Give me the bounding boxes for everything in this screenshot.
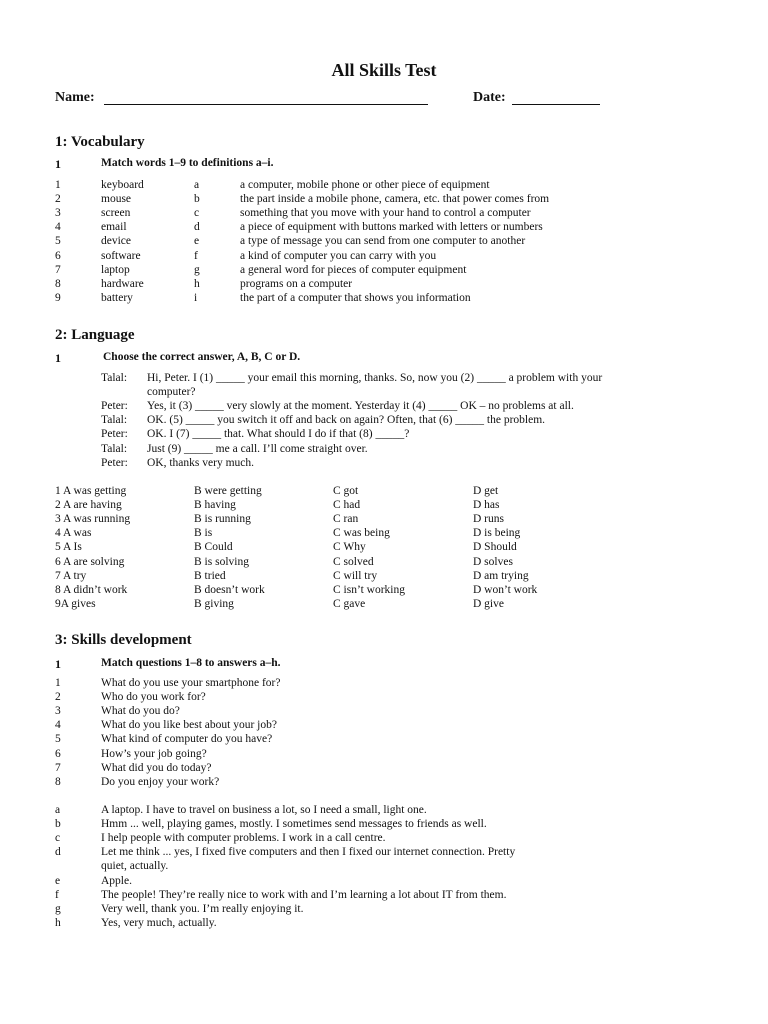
speaker-label: Talal: xyxy=(101,442,128,455)
definition-letter: i xyxy=(194,291,198,304)
option-a: 3 A was running xyxy=(55,513,131,526)
option-c: C ran xyxy=(333,513,359,526)
vocab-number: 4 xyxy=(55,221,61,234)
dialogue-line: Yes, it (3) _____ very slowly at the moment. Yesterday it (4) _____ OK – no problems at all. xyxy=(147,400,574,413)
vocab-word: laptop xyxy=(101,263,130,276)
section-language-heading: 2: Language xyxy=(55,327,135,343)
question-number: 4 xyxy=(55,719,61,732)
definition-letter: a xyxy=(194,179,200,191)
task-instruction: Choose the correct answer, A, B, C or D. xyxy=(103,351,301,363)
option-a: 4 A was xyxy=(55,527,92,540)
name-field-line[interactable] xyxy=(104,104,428,105)
definition-letter: h xyxy=(194,277,200,290)
vocab-word: software xyxy=(101,249,141,262)
speaker-label: Peter: xyxy=(101,456,128,469)
definition-text: something that you move with your hand to control a computer xyxy=(240,207,531,220)
option-d: D solves xyxy=(473,555,513,568)
answer-letter: b xyxy=(55,818,61,831)
dialogue-line: OK, thanks very much. xyxy=(147,456,254,469)
option-b: B tried xyxy=(194,569,226,582)
question-number: 7 xyxy=(55,761,61,774)
option-c: C Why xyxy=(333,541,366,554)
section-skills-heading: 3: Skills development xyxy=(55,632,192,648)
definition-text: a kind of computer you can carry with you xyxy=(240,249,437,262)
question-text: What did you do today? xyxy=(101,761,212,774)
question-number: 1 xyxy=(55,677,61,689)
vocab-number: 9 xyxy=(55,291,61,304)
question-text: How’s your job going? xyxy=(101,747,207,760)
answer-text: Apple. xyxy=(101,874,132,887)
answer-letter: e xyxy=(55,874,61,887)
option-c: C got xyxy=(333,485,359,497)
task-number: 1 xyxy=(55,657,61,671)
option-b: B doesn’t work xyxy=(194,583,265,596)
option-d: D runs xyxy=(473,513,504,526)
dialogue-line: OK. (5) _____ you switch it off and back on again? Often, that (6) _____ the problem. xyxy=(147,414,546,427)
dialogue-line: OK. I (7) _____ that. What should I do if that (8) _____? xyxy=(147,428,410,441)
answer-text: A laptop. I have to travel on business a lot, so I need a small, light one. xyxy=(101,804,427,816)
option-a: 6 A are solving xyxy=(55,555,125,568)
answer-letter: c xyxy=(55,832,61,845)
option-d: D Should xyxy=(473,541,517,554)
answer-letter: d xyxy=(55,846,61,859)
task-instruction: Match questions 1–8 to answers a–h. xyxy=(101,657,281,669)
option-b: B Could xyxy=(194,541,233,554)
definition-letter: b xyxy=(194,193,200,206)
option-c: C had xyxy=(333,499,361,512)
option-c: C was being xyxy=(333,527,390,540)
definition-letter: f xyxy=(194,249,198,262)
option-a: 9A gives xyxy=(55,597,96,610)
question-text: What do you do? xyxy=(101,705,180,718)
dialogue-line: Hi, Peter. I (1) _____ your email this morning, thanks. So, now you (2) _____ a problem with your xyxy=(147,372,603,384)
question-number: 5 xyxy=(55,733,61,746)
vocab-number: 6 xyxy=(55,249,61,262)
vocab-word: keyboard xyxy=(101,179,144,191)
vocab-word: mouse xyxy=(101,193,132,206)
speaker-label: Peter: xyxy=(101,428,128,441)
definition-letter: g xyxy=(194,263,200,276)
definition-text: the part inside a mobile phone, camera, etc. that power comes from xyxy=(240,193,550,206)
vocab-word: device xyxy=(101,235,132,248)
dialogue-line: Just (9) _____ me a call. I’ll come straight over. xyxy=(147,442,368,455)
vocab-word: battery xyxy=(101,291,133,304)
question-text: Do you enjoy your work? xyxy=(101,775,220,788)
question-text: What do you use your smartphone for? xyxy=(101,677,281,689)
answer-text: Hmm ... well, playing games, mostly. I sometimes send messages to friends as well. xyxy=(101,818,487,831)
option-d: D give xyxy=(473,597,504,610)
option-b: B is running xyxy=(194,513,251,526)
vocab-number: 8 xyxy=(55,277,61,290)
date-field-line[interactable] xyxy=(512,104,600,105)
answer-text: Let me think ... yes, I fixed five computers and then I fixed our internet connection. Pretty xyxy=(101,846,516,859)
option-b: B were getting xyxy=(194,485,262,497)
option-b: B is solving xyxy=(194,555,249,568)
vocab-number: 2 xyxy=(55,193,61,206)
question-text: Who do you work for? xyxy=(101,691,206,704)
question-number: 8 xyxy=(55,775,61,788)
speaker-label: Peter: xyxy=(101,400,128,413)
task-number: 1 xyxy=(55,351,61,365)
vocab-word: hardware xyxy=(101,277,144,290)
option-d: D has xyxy=(473,499,500,512)
question-number: 2 xyxy=(55,691,61,704)
definition-text: programs on a computer xyxy=(240,277,353,290)
answer-text: quiet, actually. xyxy=(101,860,169,873)
date-label: Date: xyxy=(473,90,506,105)
question-text: What kind of computer do you have? xyxy=(101,733,273,746)
option-b: B having xyxy=(194,499,236,512)
vocab-number: 5 xyxy=(55,235,61,248)
option-a: 8 A didn’t work xyxy=(55,583,128,596)
option-c: C solved xyxy=(333,555,374,568)
question-text: What do you like best about your job? xyxy=(101,719,277,732)
answer-text: I help people with computer problems. I work in a call centre. xyxy=(101,832,386,845)
option-c: C isn’t working xyxy=(333,583,405,596)
option-a: 5 A Is xyxy=(55,541,82,554)
option-a: 1 A was getting xyxy=(55,485,127,497)
option-b: B giving xyxy=(194,597,234,610)
vocab-number: 7 xyxy=(55,263,61,276)
dialogue-line: computer? xyxy=(147,386,196,399)
answer-letter: h xyxy=(55,916,61,929)
answer-letter: g xyxy=(55,902,61,915)
speaker-label: Talal: xyxy=(101,414,128,427)
definition-letter: c xyxy=(194,207,200,220)
definition-text: the part of a computer that shows you information xyxy=(240,291,471,304)
section-vocabulary-heading: 1: Vocabulary xyxy=(55,134,145,150)
answer-text: Yes, very much, actually. xyxy=(101,916,217,929)
vocab-number: 3 xyxy=(55,207,61,220)
option-c: C gave xyxy=(333,597,366,610)
question-number: 6 xyxy=(55,747,61,760)
vocab-word: email xyxy=(101,221,127,234)
option-a: 2 A are having xyxy=(55,499,122,512)
option-b: B is xyxy=(194,527,213,540)
definition-letter: d xyxy=(194,221,200,234)
vocab-word: screen xyxy=(101,207,131,220)
definition-text: a piece of equipment with buttons marked with letters or numbers xyxy=(240,221,543,234)
task-instruction: Match words 1–9 to definitions a–i. xyxy=(101,157,274,169)
option-c: C will try xyxy=(333,569,378,582)
definition-letter: e xyxy=(194,235,200,248)
task-number: 1 xyxy=(55,157,61,171)
definition-text: a general word for pieces of computer equipment xyxy=(240,263,467,276)
option-a: 7 A try xyxy=(55,569,87,582)
speaker-label: Talal: xyxy=(101,372,128,384)
definition-text: a type of message you can send from one computer to another xyxy=(240,235,526,248)
option-d: D am trying xyxy=(473,569,529,582)
page-title: All Skills Test xyxy=(331,60,437,80)
answer-text: Very well, thank you. I’m really enjoying it. xyxy=(101,902,304,915)
vocab-number: 1 xyxy=(55,179,61,191)
option-d: D get xyxy=(473,485,499,497)
question-number: 3 xyxy=(55,705,61,718)
option-d: D won’t work xyxy=(473,583,538,596)
option-d: D is being xyxy=(473,527,521,540)
name-label: Name: xyxy=(55,90,95,105)
answer-text: The people! They’re really nice to work with and I’m learning a lot about IT from them. xyxy=(101,888,507,901)
answer-letter: a xyxy=(55,804,61,816)
definition-text: a computer, mobile phone or other piece of equipment xyxy=(240,179,490,191)
answer-letter: f xyxy=(55,888,59,901)
